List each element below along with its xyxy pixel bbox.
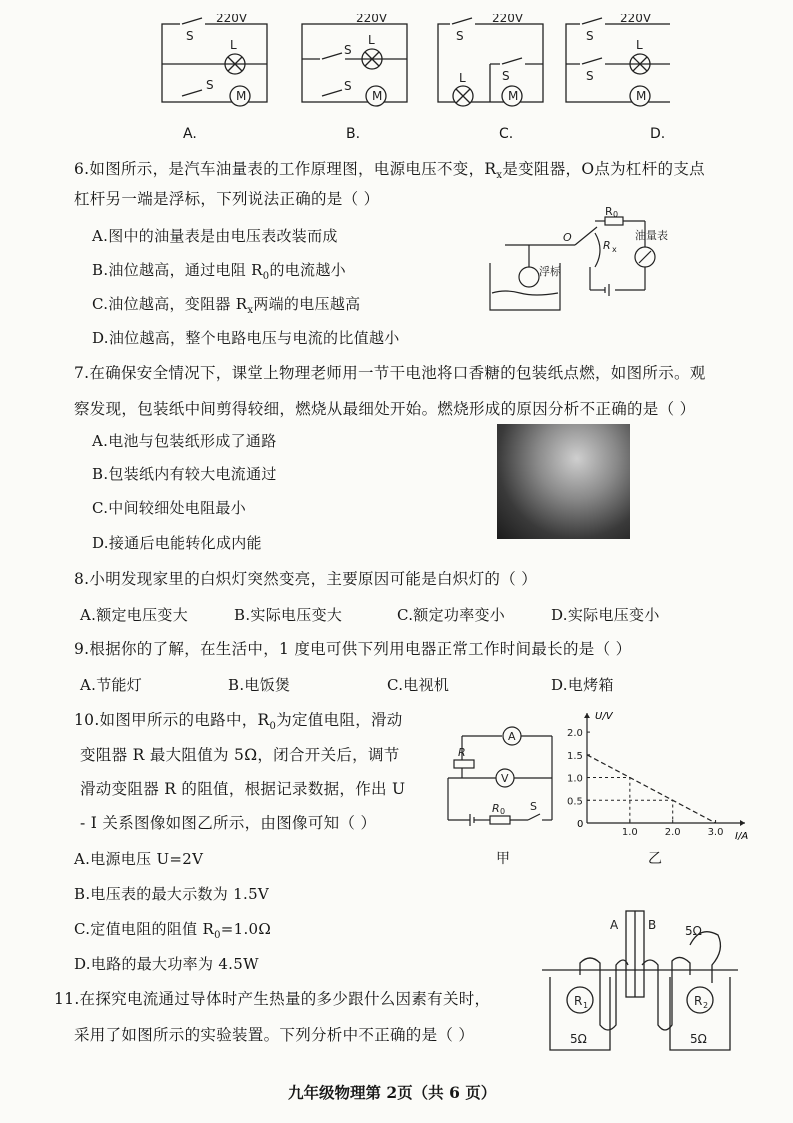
svg-text:1: 1 bbox=[583, 1001, 589, 1010]
svg-text:S: S bbox=[206, 78, 214, 92]
q10-line2: 变阻器 R 最大阻值为 5Ω，闭合开关后，调节 bbox=[80, 746, 400, 764]
q7-option-d: D.接通后电能转化成内能 bbox=[92, 534, 262, 552]
q10-circuit-jia bbox=[440, 720, 570, 835]
svg-text:浮标: 浮标 bbox=[539, 265, 561, 278]
q6-option-a: A.图中的油量表是由电压表改装而成 bbox=[92, 227, 338, 245]
svg-text:L: L bbox=[368, 33, 375, 47]
joule-heat-apparatus bbox=[540, 905, 740, 1055]
svg-text:L: L bbox=[636, 38, 643, 52]
y-tick-label: 0.5 bbox=[567, 796, 583, 808]
svg-text:B: B bbox=[648, 918, 657, 932]
gum-wrapper-photo bbox=[497, 424, 630, 539]
svg-text:R: R bbox=[694, 994, 703, 1008]
svg-text:R: R bbox=[458, 746, 466, 759]
q7-option-a: A.电池与包装纸形成了通路 bbox=[92, 432, 277, 450]
q10-option-b: B.电压表的最大示数为 1.5V bbox=[74, 885, 270, 903]
q10-ui-graph bbox=[565, 705, 755, 845]
svg-text:S: S bbox=[530, 800, 537, 813]
svg-text:S: S bbox=[586, 69, 594, 83]
q8-option-c: C.额定功率变小 bbox=[397, 606, 506, 624]
caption-b: B. bbox=[346, 126, 361, 142]
svg-text:S: S bbox=[186, 29, 194, 43]
q9-option-a: A.节能灯 bbox=[80, 676, 143, 694]
svg-text:R: R bbox=[492, 802, 500, 815]
q10-option-d: D.电路的最大功率为 4.5W bbox=[74, 955, 259, 973]
svg-text:S: S bbox=[502, 69, 510, 83]
x-tick-label: 3.0 bbox=[707, 827, 724, 838]
q8-line1: 8.小明发现家里的白炽灯突然变亮，主要原因可能是白炽灯的（ ） bbox=[74, 570, 538, 588]
svg-text:A: A bbox=[508, 730, 516, 743]
svg-text:2: 2 bbox=[703, 1001, 709, 1010]
x-tick-label: 1.0 bbox=[621, 827, 638, 838]
svg-text:0: 0 bbox=[500, 807, 506, 816]
svg-text:M: M bbox=[372, 89, 383, 103]
svg-text:S: S bbox=[586, 29, 594, 43]
q6-option-c: C.油位越高，变阻器 $R_x$两端的电压越高 bbox=[92, 295, 361, 316]
q10-label-jia: 甲 bbox=[496, 851, 510, 867]
svg-text:L: L bbox=[459, 71, 466, 85]
q9-option-c: C.电视机 bbox=[387, 676, 450, 694]
x-axis-arrow bbox=[740, 820, 745, 826]
q11-line2: 采用了如图所示的实验装置。下列分析中不正确的是（ ） bbox=[74, 1026, 475, 1044]
q7-line2: 察发现，包装纸中间剪得较细，燃烧从最细处开始。燃烧形成的原因分析不正确的是（ ） bbox=[74, 400, 696, 418]
q10-line4: - I 关系图像如图乙所示，由图像可知（ ） bbox=[80, 814, 377, 832]
svg-text:5Ω: 5Ω bbox=[570, 1032, 587, 1046]
q10-line3: 滑动变阻器 R 的阻值，根据记录数据，作出 U bbox=[80, 780, 406, 798]
q8-option-b: B.实际电压变大 bbox=[234, 606, 343, 624]
fuel-gauge-diagram bbox=[485, 205, 685, 315]
caption-a: A. bbox=[183, 126, 197, 142]
y-axis-arrow bbox=[584, 713, 590, 718]
ui-chart-origin: 0 bbox=[577, 819, 584, 830]
svg-text:220V: 220V bbox=[356, 14, 388, 25]
q9-option-d: D.电烤箱 bbox=[551, 676, 614, 694]
y-tick-label: 1.5 bbox=[567, 750, 583, 762]
svg-text:0: 0 bbox=[613, 210, 619, 219]
svg-text:x: x bbox=[612, 245, 617, 254]
caption-c: C. bbox=[499, 126, 514, 142]
svg-text:5Ω: 5Ω bbox=[685, 924, 702, 938]
svg-text:S: S bbox=[456, 29, 464, 43]
svg-text:R: R bbox=[574, 994, 583, 1008]
y-tick-label: 1.0 bbox=[567, 773, 583, 785]
svg-text:M: M bbox=[636, 89, 647, 103]
caption-d: D. bbox=[650, 126, 666, 142]
q9-option-b: B.电饭煲 bbox=[228, 676, 291, 694]
q9-line1: 9.根据你的了解，在生活中，1 度电可供下列用电器正常工作时间最长的是（ ） bbox=[74, 640, 632, 658]
q8-option-a: A.额定电压变大 bbox=[80, 606, 189, 624]
svg-text:S: S bbox=[344, 43, 352, 57]
y-tick-label: 2.0 bbox=[567, 728, 583, 740]
q10-option-a: A.电源电压 U=2V bbox=[74, 850, 204, 868]
page-footer: 九年级物理第 2页（共 6 页） bbox=[288, 1083, 497, 1102]
svg-text:V: V bbox=[501, 772, 509, 785]
svg-text:220V: 220V bbox=[492, 14, 524, 25]
q7-option-b: B.包装纸内有较大电流通过 bbox=[92, 465, 277, 483]
circuit-diagrams bbox=[150, 14, 670, 114]
q8-option-d: D.实际电压变小 bbox=[551, 606, 660, 624]
q7-option-c: C.中间较细处电阻最小 bbox=[92, 499, 247, 517]
ui-chart-xlabel: I/A bbox=[735, 831, 749, 842]
svg-text:油量表: 油量表 bbox=[635, 229, 668, 242]
svg-text:220V: 220V bbox=[216, 14, 248, 25]
svg-text:L: L bbox=[230, 38, 237, 52]
q10-label-yi: 乙 bbox=[648, 851, 662, 867]
svg-text:R: R bbox=[603, 239, 611, 252]
q6-option-d: D.油位越高，整个电路电压与电流的比值越小 bbox=[92, 329, 400, 347]
svg-text:R: R bbox=[605, 205, 613, 218]
x-tick-label: 2.0 bbox=[664, 827, 681, 838]
q10-line1: 10.如图甲所示的电路中，$R_0$为定值电阻，滑动 bbox=[74, 711, 403, 733]
q7-line1: 7.在确保安全情况下，课堂上物理老师用一节干电池将口香糖的包装纸点燃，如图所示。观 bbox=[74, 364, 706, 382]
ui-chart-ylabel: U/V bbox=[595, 711, 613, 722]
q10-option-c: C.定值电阻的阻值 $R_0=1.0\Omega$ bbox=[74, 920, 272, 941]
svg-text:220V: 220V bbox=[620, 14, 652, 25]
q6-line2: 杠杆另一端是浮标，下列说法正确的是（ ） bbox=[74, 190, 380, 208]
svg-text:5Ω: 5Ω bbox=[690, 1032, 707, 1046]
svg-text:O: O bbox=[563, 231, 572, 244]
q6-line1: 6.如图所示，是汽车油量表的工作原理图，电源电压不变，$R_x$是变阻器，O点为杠杆的支点 bbox=[74, 160, 705, 182]
ui-chart-plot bbox=[567, 713, 745, 838]
q11-line1: 11.在探究电流通过导体时产生热量的多少跟什么因素有关时， bbox=[54, 990, 491, 1008]
svg-text:A: A bbox=[610, 918, 619, 932]
svg-text:S: S bbox=[344, 79, 352, 93]
svg-text:M: M bbox=[508, 89, 519, 103]
svg-text:M: M bbox=[236, 89, 247, 103]
q6-option-b: B.油位越高，通过电阻 $R_0$的电流越小 bbox=[92, 261, 346, 282]
ui-line bbox=[587, 755, 716, 823]
